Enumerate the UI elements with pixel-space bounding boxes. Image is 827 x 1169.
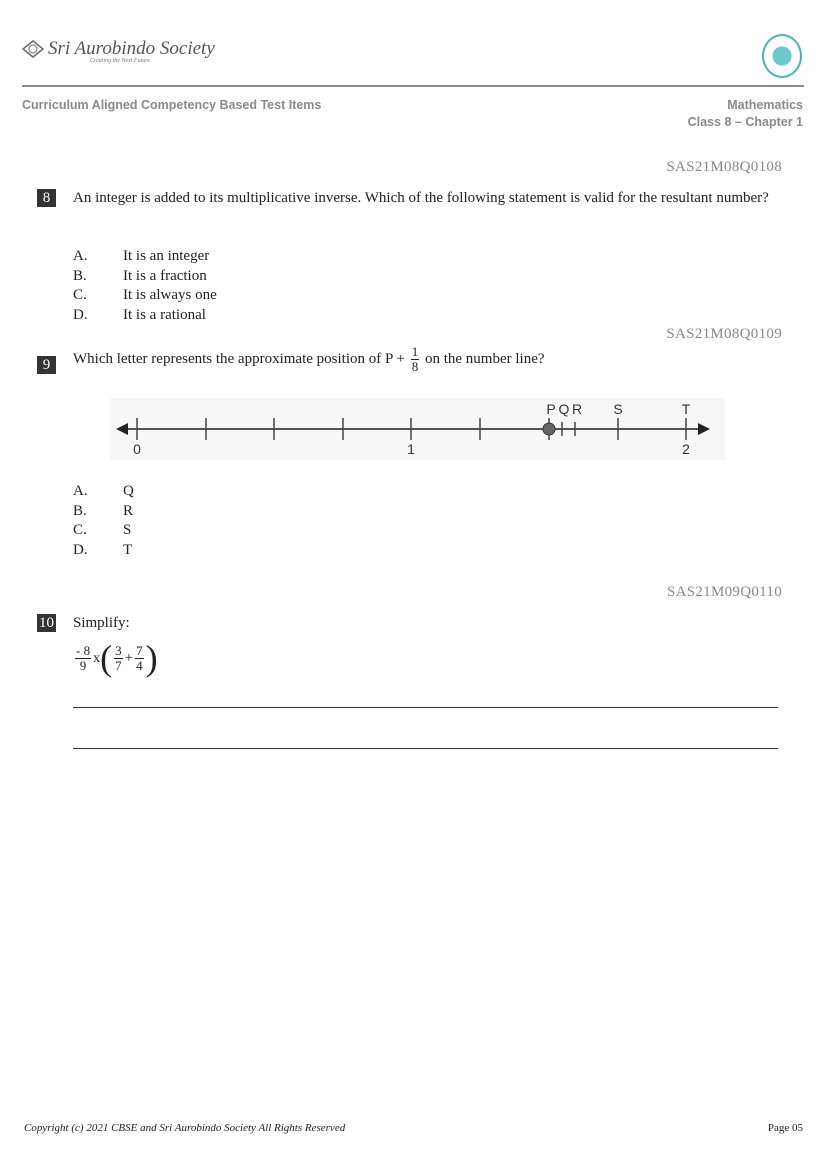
logo-icon (22, 40, 44, 58)
tick-label: 0 (133, 441, 141, 457)
point-label-q: Q (558, 401, 570, 417)
option-c[interactable]: C. It is always one (73, 287, 217, 304)
footer-copyright: Copyright (c) 2021 CBSE and Sri Aurobindo Society All Rights Reserved (24, 1122, 346, 1134)
logo-tagline: Creating the Next Future (90, 58, 151, 64)
question-number: 8 (37, 189, 56, 207)
point-label-s: S (613, 401, 623, 417)
fraction: $\frac{1}{8}$ (411, 344, 419, 374)
question-code: SAS21M09Q0110 (666, 584, 782, 600)
math-expression: $\frac{- 8}{9}$ x ( $\frac{3}{7}$ + $\frac{7}{4}$ ) (76, 638, 158, 678)
point-label-p: P (546, 401, 556, 417)
question-number: 10 (39, 615, 54, 631)
page-number: Page 05 (767, 1122, 803, 1134)
option-a[interactable]: A. Q (73, 483, 134, 499)
header-class-chapter: Class 8 – Chapter 1 (687, 115, 803, 129)
answer-line[interactable] (73, 748, 778, 749)
sri-aurobindo-society-logo (22, 38, 215, 64)
question-number: 9 (37, 356, 56, 374)
option-d[interactable]: D. It is a rational (73, 307, 206, 324)
question-text: Which letter represents the approximate position of P + $\frac{1}{8}$ on the number line? (73, 344, 545, 374)
point-p (543, 423, 555, 435)
cbse-seal-icon (762, 34, 802, 78)
point-label-r: R (571, 401, 583, 417)
header-divider (22, 85, 804, 87)
option-a[interactable]: A. It is an integer (73, 248, 210, 264)
point-label-t: T (681, 401, 691, 417)
tick-label: 1 (407, 441, 415, 457)
question-code: SAS21M08Q0109 (666, 326, 782, 342)
header-subject: Mathematics (727, 98, 803, 112)
option-c[interactable]: C. S (73, 522, 132, 539)
options-list (73, 247, 217, 326)
question-text: Simplify: (73, 615, 130, 631)
logo-text: Sri Aurobindo Society (48, 38, 215, 59)
tick-label: 2 (682, 441, 690, 457)
option-b[interactable]: B. It is a fraction (73, 267, 207, 284)
number-line (110, 398, 725, 460)
option-d[interactable]: D. T (73, 542, 133, 559)
question-text: An integer is added to its multiplicative inverse. Which of the following statement is valid for the resultant number? (73, 190, 769, 206)
options-list (73, 482, 134, 561)
question-code: SAS21M08Q0108 (666, 159, 782, 175)
option-b[interactable]: B. R (73, 502, 134, 519)
answer-line[interactable] (73, 707, 778, 708)
header-title: Curriculum Aligned Competency Based Test Items (22, 98, 322, 112)
